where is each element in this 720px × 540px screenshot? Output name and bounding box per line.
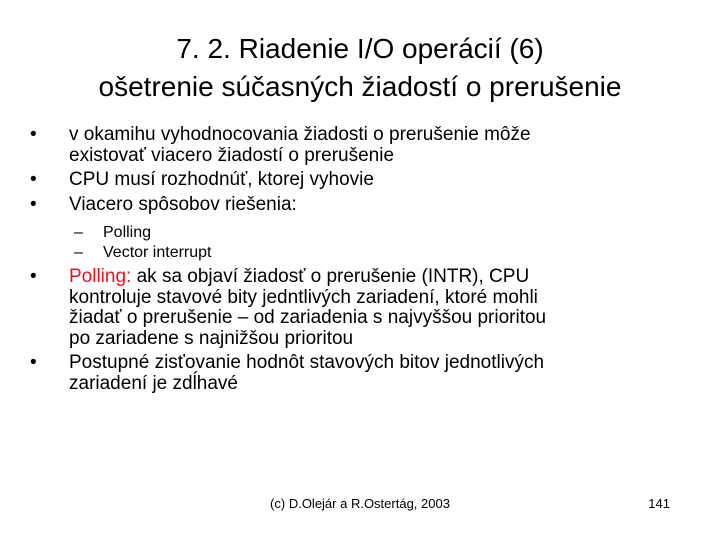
page-number: 141 (648, 496, 670, 511)
slide-title (0, 30, 720, 106)
title-line-2: ošetrenie súčasných žiadostí o prerušenie (98, 71, 622, 102)
sub-item-1-text: Polling (103, 224, 152, 241)
bullet-2-text: CPU musí rozhodnúť, ktorej vyhovie (69, 169, 374, 190)
bullet-4-line-1: ak sa objaví žiadosť o prerušenie (INTR), CPU (131, 266, 530, 287)
bullet-item-4 (28, 267, 688, 349)
bullet-5-line-2: zariadení je zdĺhavé (69, 372, 238, 394)
sub-item-2-text: Vector interrupt (103, 244, 212, 261)
bullet-3-text: Viacero spôsobov riešenia: (69, 193, 297, 215)
bullet-4-line-2: kontroluje stavové bity jedntlivých zariadení, ktoré mohli (69, 286, 538, 308)
footer-credit: (c) D.Olejár a R.Ostertág, 2003 (270, 496, 450, 511)
polling-highlight: Polling: (69, 266, 132, 287)
title-line-1: 7. 2. Riadenie I/O operácií (6) (176, 33, 544, 64)
sub-list (28, 223, 688, 263)
bullet-item-1 (28, 125, 688, 166)
bullet-item-2 (28, 170, 688, 191)
slide-content (28, 125, 688, 398)
sub-item-vector-interrupt (28, 243, 688, 263)
bullet-1-line-1: v okamihu vyhodnocovania žiadosti o prerušenie môže (69, 124, 531, 145)
bullet-5-line-1: Postupné zisťovanie hodnôt stavových bitov jednotlivých (69, 352, 545, 373)
bullet-item-3 (28, 195, 688, 216)
bullet-4-line-3: žiadať o prerušenie – od zariadenia s najvyššou prioritou (69, 307, 547, 328)
sub-item-polling (28, 223, 688, 243)
bullet-item-5 (28, 353, 688, 394)
bullet-4-line-4: po zariadene s najnižšou prioritou (69, 327, 354, 349)
bullet-1-line-2: existovať viacero žiadostí o prerušenie (69, 144, 395, 166)
